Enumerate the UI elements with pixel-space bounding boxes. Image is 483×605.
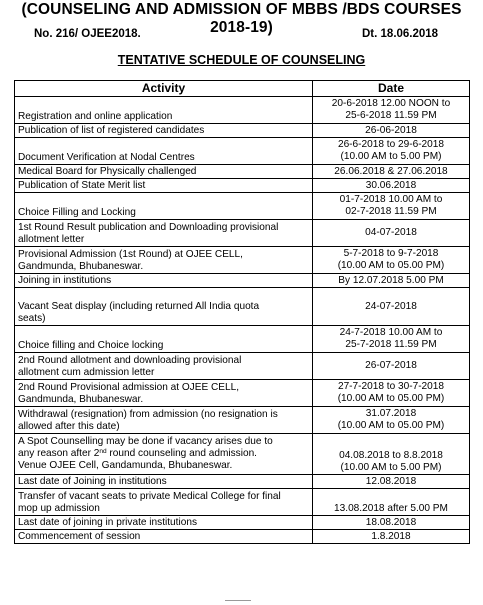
date-cell: [313, 516, 470, 530]
date-text: 18.08.2018: [365, 516, 417, 528]
activity-text: Joining in institutions: [18, 275, 112, 286]
date-cell: [313, 274, 470, 288]
date-text: 25-7-2018 11.59 PM: [345, 339, 437, 350]
date-text: 26-6-2018 to 29-6-2018: [337, 139, 445, 150]
table-header-row: [15, 81, 470, 97]
date-cell: [313, 407, 470, 434]
activity-text: Commencement of session: [18, 531, 141, 542]
date-text: 04.08.2018 to 8.8.2018: [339, 450, 443, 461]
activity-cell: [15, 353, 313, 380]
date-cell: [313, 326, 470, 353]
activity-cell: [15, 380, 313, 407]
table-row: [15, 193, 470, 220]
date-cell: [313, 193, 470, 220]
date-text: 02-7-2018 11.59 PM: [345, 206, 437, 217]
activity-text: Document Verification at Nodal Centres: [18, 152, 195, 163]
date-cell: [313, 220, 470, 247]
reference-number: No. 216/ OJEE2018.: [34, 28, 141, 40]
date-text: 25-6-2018 11.59 PM: [345, 110, 437, 121]
date-cell: [313, 380, 470, 407]
activity-text: allotment letter: [18, 234, 85, 245]
page-edge-mark: [225, 600, 251, 604]
date-text: 13.08.2018 after 5.00 PM: [334, 503, 448, 514]
activity-text: allotment cum admission letter: [18, 367, 155, 378]
table-row: [15, 489, 470, 516]
date-cell: [313, 97, 470, 124]
date-text: By 12.07.2018 5.00 PM: [338, 274, 444, 286]
activity-text: mop up admission: [18, 503, 100, 514]
activity-text: Choice Filling and Locking: [18, 207, 136, 218]
schedule-table: [14, 80, 470, 544]
date-cell: [313, 179, 470, 193]
activity-text: Vacant Seat display (including returned All India quota: [18, 301, 260, 312]
activity-text: Venue OJEE Cell, Gandamunda, Bhubaneswar.: [18, 460, 233, 471]
date-text: 20-6-2018 12.00 NOON to: [331, 98, 451, 109]
table-row: [15, 407, 470, 434]
activity-text: A Spot Counselling may be done if vacancy arises due to: [18, 436, 273, 447]
date-text: 5-7-2018 to 9-7-2018: [343, 248, 439, 259]
table-row: [15, 274, 470, 288]
table-row: [15, 288, 470, 326]
table-row: [15, 516, 470, 530]
date-cell: [313, 247, 470, 274]
date-cell: [313, 475, 470, 489]
activity-cell: [15, 475, 313, 489]
table-row: [15, 247, 470, 274]
date-text: 24-7-2018 10.00 AM to: [339, 327, 443, 338]
activity-cell: [15, 274, 313, 288]
schedule-heading: TENTATIVE SCHEDULE OF COUNSELING: [117, 53, 366, 67]
date-text: (10.00 AM to 05.00 PM): [337, 393, 445, 404]
activity-cell: [15, 530, 313, 544]
activity-text: 2nd Round allotment and downloading provisional: [18, 355, 242, 366]
activity-cell: [15, 326, 313, 353]
column-header-activity: Activity: [15, 81, 313, 97]
date-cell: [313, 434, 470, 475]
activity-text: Provisional Admission (1st Round) at OJEE CELL,: [18, 249, 243, 260]
date-cell: [313, 530, 470, 544]
table-row: [15, 97, 470, 124]
table-row: [15, 124, 470, 138]
date-text: (10.00 AM to 05.00 PM): [337, 420, 445, 431]
date-text: 30.06.2018: [365, 179, 417, 191]
activity-text: Registration and online application: [18, 111, 173, 122]
date-text: 31.07.2018: [365, 408, 417, 419]
activity-text: Last date of joining in private institutions: [18, 517, 197, 528]
date-text: 01-7-2018 10.00 AM to: [339, 194, 443, 205]
date-text: (10.00 AM to 5.00 PM): [340, 151, 442, 162]
activity-text: Choice filling and Choice locking: [18, 340, 164, 351]
date-text: 27-7-2018 to 30-7-2018: [337, 381, 445, 392]
table-row: [15, 530, 470, 544]
date-cell: [313, 288, 470, 326]
document-title: (COUNSELING AND ADMISSION OF MBBS /BDS COURSES 2018-19): [21, 1, 462, 36]
activity-text: allowed after this date): [18, 421, 120, 432]
table-row: [15, 434, 470, 475]
activity-text: Transfer of vacant seats to private Medical College for final: [18, 491, 281, 502]
activity-cell: [15, 97, 313, 124]
activity-text: Medical Board for Physically challenged: [18, 166, 197, 177]
activity-text: any reason after 2: [18, 448, 100, 459]
table-row: [15, 138, 470, 165]
date-cell: [313, 124, 470, 138]
activity-cell: [15, 247, 313, 274]
activity-text: Gandmunda, Bhubaneswar.: [18, 394, 144, 405]
activity-cell: [15, 124, 313, 138]
activity-text: Publication of State Merit list: [18, 180, 146, 191]
activity-cell: [15, 407, 313, 434]
activity-cell: [15, 179, 313, 193]
date-text: 26-06-2018: [365, 124, 417, 136]
date-text: 24-07-2018: [365, 300, 417, 312]
activity-text: 1st Round Result publication and Downloading provisional: [18, 222, 279, 233]
activity-cell: [15, 138, 313, 165]
date-text: (10.00 AM to 05.00 PM): [337, 260, 445, 271]
table-row: [15, 179, 470, 193]
table-row: [15, 165, 470, 179]
activity-text: Gandmunda, Bhubaneswar.: [18, 261, 144, 272]
date-cell: [313, 138, 470, 165]
activity-text: 2nd Round Provisional admission at OJEE CELL,: [18, 382, 240, 393]
activity-cell: [15, 165, 313, 179]
table-row: [15, 475, 470, 489]
activity-text: Publication of list of registered candidates: [18, 125, 205, 136]
date-text: 04-07-2018: [365, 227, 417, 238]
date-text: (10.00 AM to 5.00 PM): [340, 462, 442, 473]
activity-cell: [15, 288, 313, 326]
superscript-text: nd: [99, 448, 107, 455]
column-header-date: Date: [313, 81, 470, 97]
table-row: [15, 380, 470, 407]
date-cell: [313, 353, 470, 380]
activity-text: seats): [18, 313, 46, 324]
document-date: Dt. 18.06.2018: [362, 28, 439, 40]
table-row: [15, 220, 470, 247]
date-text: 26-07-2018: [365, 360, 417, 371]
table-row: [15, 326, 470, 353]
date-cell: [313, 165, 470, 179]
date-text: 12.08.2018: [365, 475, 417, 487]
date-cell: [313, 489, 470, 516]
activity-cell: [15, 516, 313, 530]
table-row: [15, 353, 470, 380]
activity-cell: [15, 193, 313, 220]
activity-text: Last date of Joining in institutions: [18, 476, 167, 487]
activity-text: Withdrawal (resignation) from admission (no resignation is: [18, 409, 278, 420]
date-text: 26.06.2018 & 27.06.2018: [334, 165, 448, 177]
date-text: 1.8.2018: [371, 530, 411, 542]
activity-cell: [15, 434, 313, 475]
activity-cell: [15, 489, 313, 516]
activity-cell: [15, 220, 313, 247]
activity-text: round counseling and admission.: [106, 448, 257, 459]
